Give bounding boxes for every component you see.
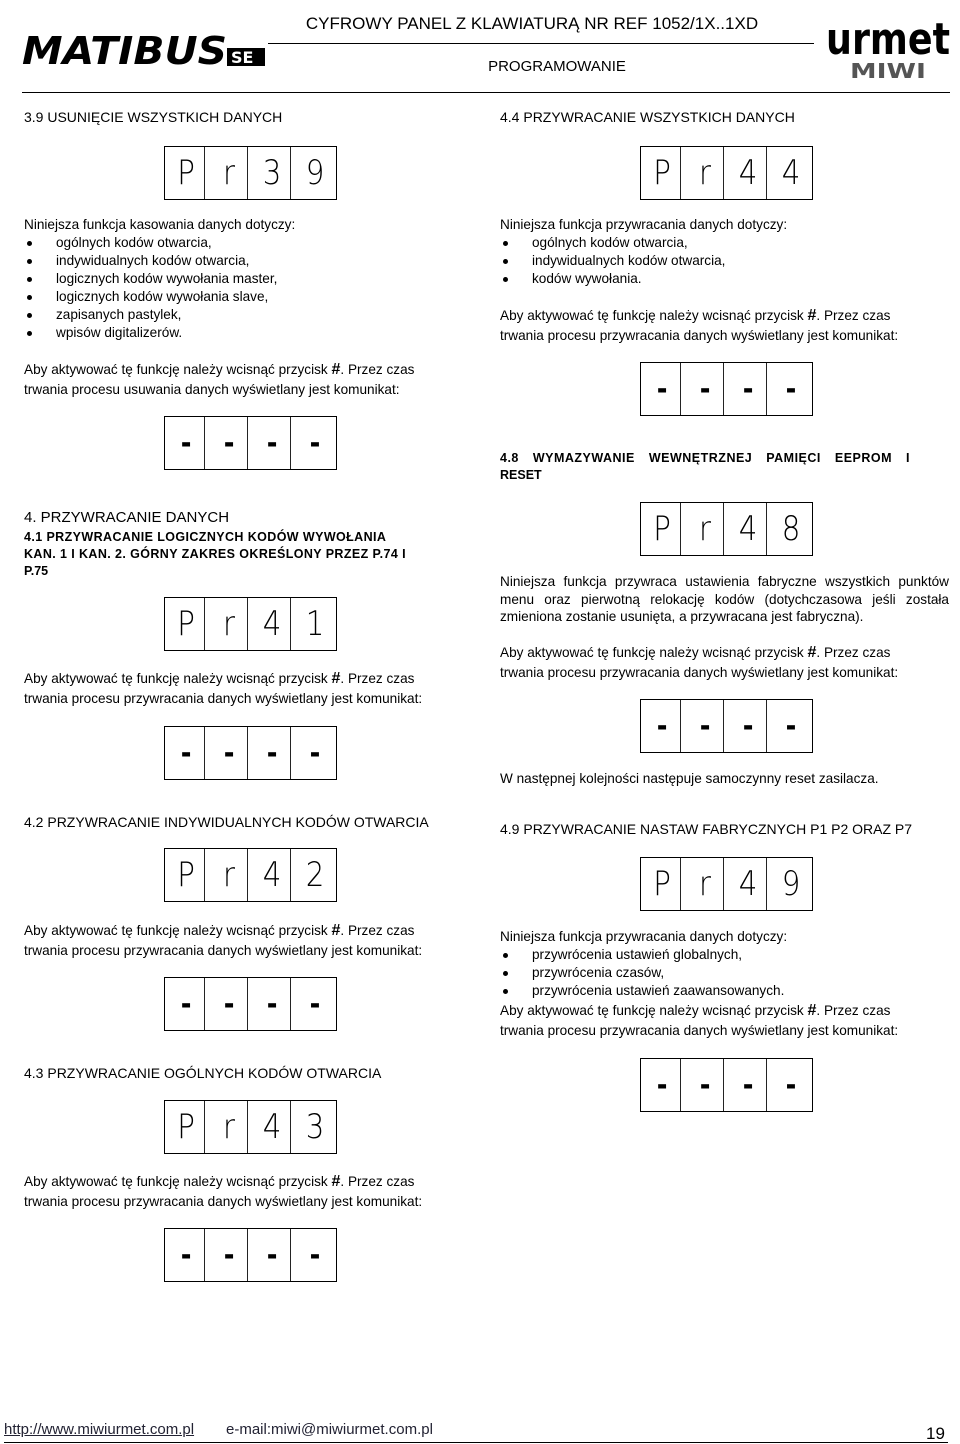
display-char: - <box>785 1067 797 1103</box>
document-title: CYFROWY PANEL Z KLAWIATURĄ NR REF 1052/1X..1XD <box>305 14 759 33</box>
section-3-9-title: 3.9 USUNIĘCIE WSZYSTKICH DANYCH <box>24 109 283 125</box>
activate-tail: . Przez czas <box>340 923 415 938</box>
section-3-9-intro: Niniejsza funkcja kasowania danych dotyczy: <box>24 217 296 232</box>
display-char: - <box>168 1229 205 1281</box>
matibus-logo-suffix: SE <box>231 48 254 67</box>
display-pr42 <box>164 848 337 902</box>
display-char: 9 <box>781 864 801 904</box>
display-char: - <box>730 363 767 415</box>
section-4-2-msg: trwania procesu przywracania danych wyświetlany jest komunikat: <box>24 943 423 958</box>
section-4-9-title: 4.9 PRZYWRACANIE NASTAW FABRYCZNYCH P1 P2 ORAZ P7 <box>500 821 913 837</box>
display-char: P <box>644 503 681 555</box>
display-char: - <box>168 978 205 1030</box>
section-4-9-intro: Niniejsza funkcja przywracania danych dotyczy: <box>500 929 788 944</box>
matibus-logo <box>22 26 267 72</box>
section-4-1-activate <box>24 670 484 688</box>
result-display-49 <box>640 1058 813 1112</box>
hash-key: # <box>331 361 341 378</box>
activate-tail: . Przez czas <box>340 1174 415 1189</box>
list-item: indywidualnych kodów otwarcia, <box>22 252 442 270</box>
urmet-logo-text: urmet <box>826 14 950 65</box>
section-4-3-title: 4.3 PRZYWRACANIE OGÓLNYCH KODÓW OTWARCIA <box>24 1065 382 1081</box>
display-char: r <box>687 503 724 555</box>
display-pr48 <box>640 502 813 556</box>
section-4-4-title: 4.4 PRZYWRACANIE WSZYSTKICH DANYCH <box>500 109 795 125</box>
section-4-4-msg: trwania procesu przywracania danych wyświetlany jest komunikat: <box>500 328 899 343</box>
display-char: - <box>211 978 248 1030</box>
hash-key: # <box>331 922 341 939</box>
display-char: - <box>687 700 724 752</box>
section-4-3-msg: trwania procesu przywracania danych wyświetlany jest komunikat: <box>24 1194 423 1209</box>
display-char: - <box>254 978 291 1030</box>
display-char: - <box>644 1059 681 1111</box>
section-4-1-msg: trwania procesu przywracania danych wyświetlany jest komunikat: <box>24 691 423 706</box>
section-4-1-title: 4.1 PRZYWRACANIE LOGICZNYCH KODÓW WYWOŁANIA <box>24 530 387 544</box>
list-item: indywidualnych kodów otwarcia, <box>498 252 918 270</box>
section-4-3-activate <box>24 1173 484 1191</box>
list-item: kodów wywołania. <box>498 270 918 288</box>
activate-text: Aby aktywować tę funkcję należy wcisnąć przycisk <box>24 1174 328 1189</box>
list-item: przywrócenia ustawień zaawansowanych. <box>498 982 918 1000</box>
result-display-39 <box>164 416 337 470</box>
list-item: logicznych kodów wywołania master, <box>22 270 442 288</box>
matibus-logo-text: MATIBUS <box>22 29 227 72</box>
section-4-9-activate <box>500 1002 960 1020</box>
list-item: przywrócenia czasów, <box>498 964 918 982</box>
display-char: 4 <box>730 503 767 555</box>
activate-text: Aby aktywować tę funkcję należy wcisnąć przycisk <box>500 308 804 323</box>
display-char: - <box>168 727 205 779</box>
activate-text: Aby aktywować tę funkcję należy wcisnąć przycisk <box>24 923 328 938</box>
display-pr49 <box>640 857 813 911</box>
hash-key: # <box>331 670 341 687</box>
display-char: - <box>687 363 724 415</box>
website-link-text[interactable]: http://www.miwiurmet.com.pl <box>4 1421 195 1438</box>
activate-text: Aby aktywować tę funkcję należy wcisnąć przycisk <box>500 1003 804 1018</box>
display-char: - <box>168 417 205 469</box>
urmet-logo <box>826 6 950 80</box>
website-link[interactable] <box>4 1421 194 1438</box>
display-char: 3 <box>254 147 291 199</box>
activate-text: Aby aktywować tę funkcję należy wcisnąć przycisk <box>500 645 804 660</box>
display-char: - <box>309 425 321 461</box>
display-char: - <box>309 986 321 1022</box>
header-bottom-rule <box>22 92 950 93</box>
display-char: P <box>168 849 205 901</box>
display-char: - <box>687 1059 724 1111</box>
display-pr41 <box>164 597 337 651</box>
section-4-2-activate <box>24 922 484 940</box>
list-item: zapisanych pastylek, <box>22 306 442 324</box>
display-char: P <box>644 858 681 910</box>
list-item: logicznych kodów wywołania slave, <box>22 288 442 306</box>
section-4-8-activate <box>500 644 960 662</box>
section-3-9-activate <box>24 361 484 379</box>
activate-tail: . Przez czas <box>816 1003 891 1018</box>
section-4-9-msg: trwania procesu przywracania danych wyświetlany jest komunikat: <box>500 1023 899 1038</box>
display-char: 4 <box>254 849 291 901</box>
display-char: 3 <box>305 1107 325 1147</box>
section-4-title: 4. PRZYWRACANIE DANYCH <box>24 509 230 526</box>
display-pr39 <box>164 146 337 200</box>
display-char: P <box>168 598 205 650</box>
miwi-logo-text: MIWI <box>850 59 926 80</box>
result-display-44 <box>640 362 813 416</box>
activate-tail: . Przez czas <box>340 362 415 377</box>
display-char: r <box>211 1101 248 1153</box>
section-4-8-title-2: RESET <box>500 468 542 482</box>
display-char: 4 <box>730 858 767 910</box>
section-4-1-title-3: P.75 <box>24 564 49 578</box>
hash-key: # <box>331 1173 341 1190</box>
document-subtitle: PROGRAMOWANIE <box>488 58 626 75</box>
display-char: - <box>730 1059 767 1111</box>
display-char: r <box>211 598 248 650</box>
section-4-4-activate <box>500 307 960 325</box>
section-4-8-title: 4.8 WYMAZYWANIE WEWNĘTRZNEJ PAMIĘCI EEPROM I <box>500 451 910 465</box>
display-char: - <box>644 700 681 752</box>
section-4-8-note: W następnej kolejności następuje samoczynny reset zasilacza. <box>500 771 879 786</box>
display-char: - <box>644 363 681 415</box>
result-display-48 <box>640 699 813 753</box>
section-4-9-list <box>498 946 918 1000</box>
display-char: 8 <box>781 509 801 549</box>
list-item: wpisów digitalizerów. <box>22 324 442 342</box>
result-display-43 <box>164 1228 337 1282</box>
display-char: - <box>254 1229 291 1281</box>
section-3-9-msg: trwania procesu usuwania danych wyświetlany jest komunikat: <box>24 382 400 397</box>
hash-key: # <box>807 1002 817 1019</box>
display-char: - <box>254 727 291 779</box>
display-char: r <box>211 147 248 199</box>
display-char: P <box>168 1101 205 1153</box>
activate-tail: . Przez czas <box>340 671 415 686</box>
section-4-8-msg: trwania procesu przywracania danych wyświetlany jest komunikat: <box>500 665 899 680</box>
display-char: 2 <box>305 855 325 895</box>
display-char: P <box>644 147 681 199</box>
section-4-8-desc: Niniejsza funkcja przywraca ustawienia fabryczne wszystkich punktów menu oraz pierwotną relokację kodów (dotychczasowa jeśli została zmieniona zostanie usunięta, a przywracana jest fabryczna). <box>500 574 949 624</box>
list-item: ogólnych kodów otwarcia, <box>498 234 918 252</box>
display-char: r <box>687 858 724 910</box>
display-char: - <box>309 1237 321 1273</box>
display-char: 4 <box>730 147 767 199</box>
section-3-9-list <box>22 234 442 342</box>
email-address[interactable]: e-mail:miwi@miwiurmet.com.pl <box>226 1421 433 1438</box>
display-char: 4 <box>254 598 291 650</box>
display-char: - <box>211 1229 248 1281</box>
display-char: 1 <box>305 604 325 644</box>
header-rule <box>268 43 814 44</box>
list-item: ogólnych kodów otwarcia, <box>22 234 442 252</box>
display-char: - <box>785 371 797 407</box>
activate-text: Aby aktywować tę funkcję należy wcisnąć przycisk <box>24 671 328 686</box>
display-char: - <box>254 417 291 469</box>
display-char: - <box>211 417 248 469</box>
display-char: - <box>730 700 767 752</box>
result-display-42 <box>164 977 337 1031</box>
display-char: r <box>687 147 724 199</box>
hash-key: # <box>807 644 817 661</box>
display-char: 9 <box>305 153 325 193</box>
display-char: P <box>168 147 205 199</box>
activate-tail: . Przez czas <box>816 645 891 660</box>
display-char: - <box>211 727 248 779</box>
display-char: - <box>785 708 797 744</box>
footer-rule <box>4 1442 948 1443</box>
display-char: 4 <box>254 1101 291 1153</box>
activate-text: Aby aktywować tę funkcję należy wcisnąć przycisk <box>24 362 328 377</box>
activate-tail: . Przez czas <box>816 308 891 323</box>
result-display-41 <box>164 726 337 780</box>
display-char: r <box>211 849 248 901</box>
hash-key: # <box>807 307 817 324</box>
display-pr44 <box>640 146 813 200</box>
list-item: przywrócenia ustawień globalnych, <box>498 946 918 964</box>
display-pr43 <box>164 1100 337 1154</box>
section-4-4-list <box>498 234 918 288</box>
display-char: - <box>309 735 321 771</box>
section-4-1-title-2: KAN. 1 I KAN. 2. GÓRNY ZAKRES OKREŚLONY PRZEZ P.74 I <box>24 547 406 561</box>
section-4-2-title: 4.2 PRZYWRACANIE INDYWIDUALNYCH KODÓW OTWARCIA <box>24 814 429 830</box>
display-char: 4 <box>781 153 801 193</box>
page-number: 19 <box>926 1424 945 1443</box>
section-4-4-intro: Niniejsza funkcja przywracania danych dotyczy: <box>500 217 788 232</box>
